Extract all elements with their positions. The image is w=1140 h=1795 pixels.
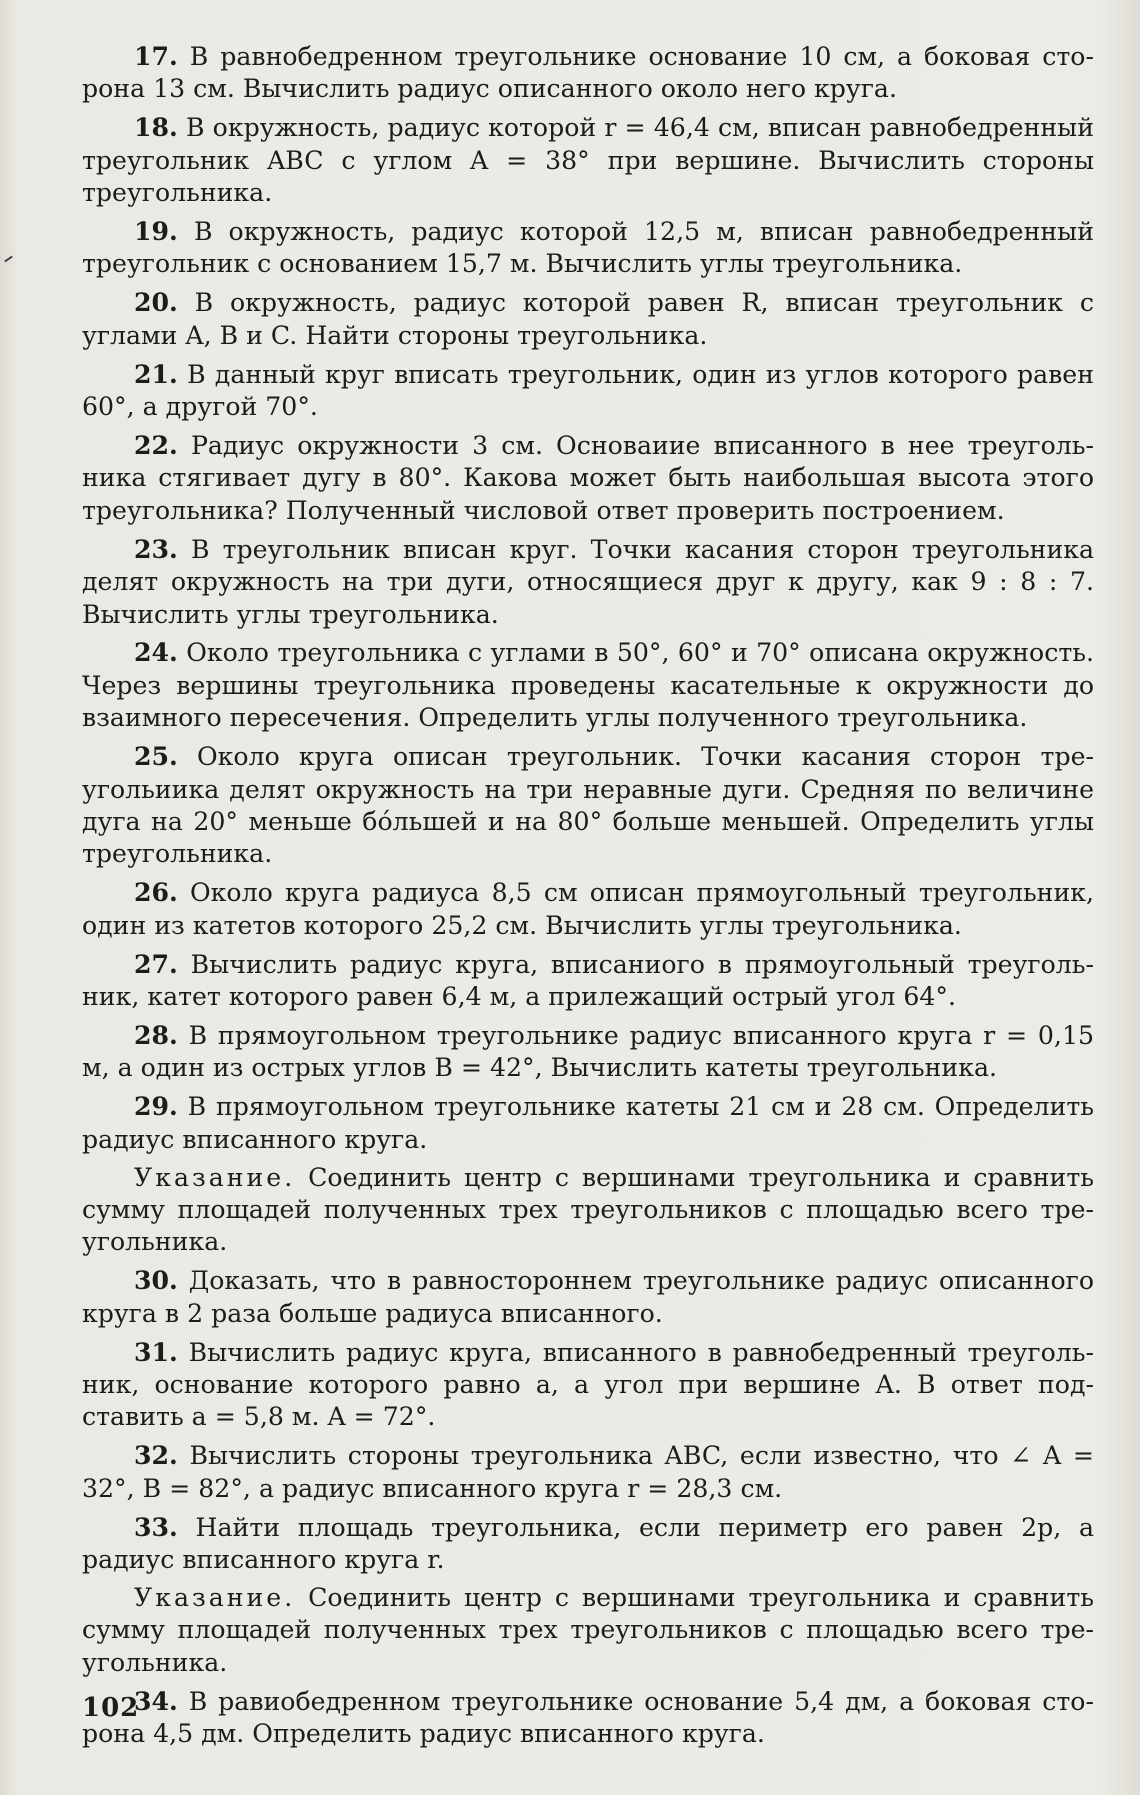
problem-number: 23.	[134, 533, 178, 564]
problem-text: Доказать, что в равностороннем треугольнике радиус описанного круга в 2 раза больше радиуса вписанного.	[82, 1266, 1094, 1328]
problem-number: 18.	[134, 112, 178, 143]
problem-number: 30.	[134, 1265, 178, 1296]
problem-text: В окружность, радиус которой равен R, вписан треугольник с углами A, B и C. Найти стороны треугольника.	[82, 288, 1094, 350]
problem-number: 34.	[134, 1685, 178, 1716]
problem-31	[82, 1336, 1094, 1434]
hint-label: Указание.	[134, 1162, 296, 1192]
problem-text: В прямоугольном треугольнике катеты 21 см и 28 см. Определить радиус вписанного круга.	[82, 1092, 1094, 1154]
problem-28	[82, 1019, 1094, 1085]
problem-number: 31.	[134, 1336, 178, 1367]
problem-number: 28.	[134, 1019, 178, 1050]
problem-number: 20.	[134, 287, 178, 318]
problem-text: В данный круг вписать треугольник, один из углов которого равен 60°, а другой 70°.	[82, 359, 1094, 422]
problem-list	[82, 40, 1094, 1756]
problem-text: Около треугольника с углами в 50°, 60° и 70° описана окружность. Через вершины треугольника проведены касательные к окружности до взаимного пересечения. Определить углы полученного треугольника.	[82, 638, 1094, 733]
problem-text: Около круга описан треугольник. Точки касания сторон треугольиика делят окружность на три неравные дуги. Средняя по величине дуга на 20° меньше бо́льшей и на 80° больше меньшей. Определить углы треугольника.	[82, 742, 1094, 869]
problem-20	[82, 286, 1094, 352]
problem-text: Около круга радиуса 8,5 см описан прямоугольный треугольник, один из катетов которого 25,2 см. Вычислить углы треугольника.	[82, 878, 1095, 940]
problem-number: 25.	[134, 741, 178, 772]
problem-34	[82, 1685, 1094, 1751]
hint-33	[82, 1582, 1094, 1679]
problem-text: Вычислить радиус круга, вписаниого в прямоугольный треугольник, катет которого равен 6,4 м, а прилежащий острый угол 64°.	[82, 949, 1094, 1011]
hint-29	[82, 1162, 1094, 1259]
problem-number: 33.	[134, 1511, 178, 1542]
problem-30	[82, 1264, 1094, 1330]
problem-19	[82, 215, 1094, 281]
problem-text: Вычислить радиус круга, вписанного в равнобедренный треугольник, основание которого равно a, а угол при вершине A. В ответ подставить a = 5,8 м. A = 72°.	[82, 1337, 1094, 1432]
problem-number: 19.	[134, 216, 178, 247]
problem-32	[82, 1439, 1094, 1505]
problem-24	[82, 636, 1094, 734]
problem-number: 17.	[134, 41, 178, 71]
problem-text: В прямоугольном треугольнике радиус вписанного круга r = 0,15 м, а один из острых углов B = 42°, Вычислить катеты треугольника.	[82, 1020, 1094, 1083]
problem-29	[82, 1090, 1094, 1156]
problem-27	[82, 948, 1094, 1014]
margin-mark	[4, 256, 13, 263]
problem-23	[82, 533, 1094, 631]
page-number: 102	[82, 1693, 140, 1723]
problem-number: 32.	[134, 1440, 178, 1471]
problem-text: В треугольник вписан круг. Точки касания сторон треугольника делят окружность на три дуги, относящиеся друг к другу, как 9 : 8 : 7. Вычислить углы треугольника.	[82, 534, 1094, 629]
problem-33	[82, 1511, 1094, 1577]
problem-number: 24.	[134, 637, 178, 668]
hint-text: Соединить центр с вершинами треугольника и сравнить сумму площадей полученных трех треугольников с площадью всего треугольника.	[82, 1162, 1094, 1257]
problem-text: Радиус окружности 3 см. Основаиие вписанного в нее треугольника стягивает дугу в 80°. Какова может быть наибольшая высота этого треугольника? Полученный числовой ответ проверить построением.	[82, 430, 1094, 525]
problem-text: В равнобедренном треугольнике основание 10 см, а боковая сторона 13 см. Вычислить радиус описанного около него круга.	[82, 42, 1094, 104]
problem-number: 29.	[134, 1091, 178, 1122]
problem-21	[82, 358, 1094, 424]
problem-26	[82, 876, 1094, 942]
problem-number: 27.	[134, 948, 178, 979]
problem-text: В окружность, радиус которой r = 46,4 см, вписан равнобедренный треугольник ABC с углом A = 38° при вершине. Вычислить стороны треугольника.	[82, 113, 1094, 208]
hint-label: Указание.	[134, 1582, 296, 1612]
problem-25	[82, 740, 1094, 871]
hint-text: Соединить центр с вершинами треугольника и сравнить сумму площадей полученных трех треугольников с площадью всего треугольника.	[82, 1582, 1094, 1677]
problem-17	[82, 40, 1094, 106]
problem-text: В окружность, радиус которой 12,5 м, вписан равнобедренный треугольник с основанием 15,7 м. Вычислить углы треугольника.	[82, 217, 1094, 279]
problem-22	[82, 429, 1094, 527]
problem-number: 22.	[134, 429, 178, 460]
problem-text: Найти площадь треугольника, если периметр его равен 2p, а радиус вписанного круга r.	[82, 1512, 1094, 1574]
problem-number: 26.	[134, 877, 178, 908]
problem-18	[82, 111, 1094, 209]
problem-number: 21.	[134, 358, 178, 389]
problem-text: Вычислить стороны треугольника ABC, если известно, что ∠ A = 32°, B = 82°, а радиус вписанного круга r = 28,3 см.	[82, 1441, 1094, 1503]
problem-text: В равиобедренном треугольнике основание 5,4 дм, а боковая сторона 4,5 дм. Определить радиус вписанного круга.	[82, 1686, 1094, 1748]
